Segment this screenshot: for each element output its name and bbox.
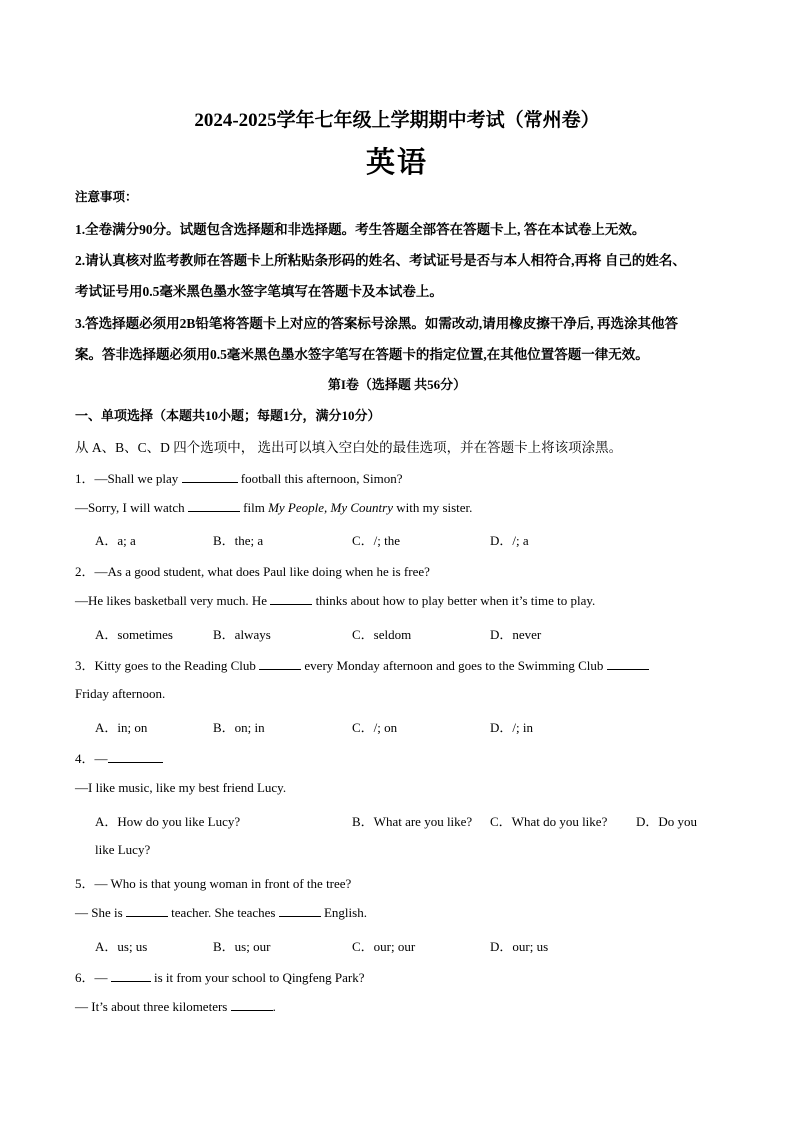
question-4-option-a: A．How do you like Lucy? (95, 814, 241, 829)
question-text: —Sorry, I will watch (75, 500, 188, 515)
question-4-line-1 (75, 748, 163, 767)
question-text: —He likes basketball very much. He (75, 593, 271, 608)
notice-item-3-line-2: 案。答非选择题必须用0.5毫米黑色墨水签字笔写在答题卡的指定位置,在其他位置答题一律无效。 (75, 347, 649, 362)
question-text: — It’s about three kilometers (75, 999, 231, 1014)
question-3-option-c: C．/; on (352, 720, 398, 735)
question-5-line-2 (75, 904, 367, 921)
question-5-option-a: A．us; us (95, 939, 148, 954)
question-2-line-2 (75, 592, 595, 609)
answer-blank (111, 969, 151, 982)
question-2-option-d: D．never (490, 627, 542, 642)
exam-title: 2024-2025学年七年级上学期期中考试（常州卷） (194, 110, 600, 131)
question-text: is it from your school to Qingfeng Park? (150, 970, 365, 985)
subject-title: 英语 (365, 147, 428, 179)
question-4-option-d-wrap: like Lucy? (95, 842, 151, 857)
section-instruction: 从 A、B、C、D 四个选项中， 选出可以填入空白处的最佳选项，并在答题卡上将该项涂黑。 (75, 440, 623, 455)
question-2-option-b: B．always (213, 627, 271, 642)
question-text: football this afternoon, Simon? (237, 471, 403, 486)
question-2-line-1: 2．—As a good student, what does Paul like doing when he is free? (75, 564, 430, 579)
question-3-line-1 (75, 655, 649, 674)
notice-item-2-line-2: 考试证号用0.5毫米黑色墨水签字笔填写在答题卡及本试卷上。 (75, 284, 443, 299)
question-text: 1．—Shall we play (75, 471, 182, 486)
question-5-option-d: D．our; us (490, 939, 549, 954)
answer-blank (270, 592, 312, 605)
notice-heading: 注意事项： (75, 190, 138, 204)
question-text: 4．— (75, 751, 108, 766)
answer-blank (126, 904, 168, 917)
question-1-option-a: A．a; a (95, 533, 136, 548)
question-text: with my sister. (392, 500, 473, 515)
question-text: film (239, 500, 269, 515)
notice-item-2-line-1: 2.请认真核对监考教师在答题卡上所粘贴条形码的姓名、考试证号是否与本人相符合,再将 自己的姓名、 (75, 253, 686, 268)
question-5-line-1: 5．— Who is that young woman in front of the tree? (75, 876, 352, 891)
question-3-option-a: A．in; on (95, 720, 148, 735)
answer-blank (259, 657, 301, 670)
answer-blank (607, 657, 649, 670)
question-1-option-c: C．/; the (352, 533, 401, 548)
question-text: thinks about how to play better when it’s time to play. (312, 593, 596, 608)
film-title: My People, My Country (268, 500, 393, 515)
notice-item-1: 1.全卷满分90分。试题包含选择题和非选择题。考生答题全部答在答题卡上, 答在本试卷上无效。 (75, 222, 646, 237)
question-text: — She is (75, 905, 126, 920)
section-heading: 一、单项选择（本题共10小题；每题1分，满分10分） (75, 408, 381, 423)
answer-blank (279, 904, 321, 917)
question-6-line-1 (75, 967, 365, 986)
question-1-option-d: D．/; a (490, 533, 529, 548)
question-1-option-b: B．the; a (213, 533, 264, 548)
question-text: . (272, 999, 276, 1014)
question-text: 3．Kitty goes to the Reading Club (75, 658, 260, 673)
answer-blank (231, 998, 273, 1011)
part-heading: 第I卷（选择题 共56分） (327, 377, 467, 392)
notice-item-3-line-1: 3.答选择题必须用2B铅笔将答题卡上对应的答案标号涂黑。如需改动,请用橡皮擦干净后, 再选涂其他答 (75, 316, 679, 331)
question-2-option-c: C．seldom (352, 627, 412, 642)
question-4-option-d: D．Do you (636, 814, 698, 829)
question-6-line-2 (75, 998, 276, 1015)
answer-blank (188, 499, 240, 512)
question-text: 6．— (75, 970, 111, 985)
question-2-option-a: A．sometimes (95, 627, 173, 642)
question-4-option-b: B．What are you like? (352, 814, 473, 829)
question-1-line-2 (75, 499, 472, 516)
question-text: teacher. She teaches (167, 905, 279, 920)
question-text: every Monday afternoon and goes to the Swimming Club (301, 658, 607, 673)
question-text: English. (320, 905, 367, 920)
answer-blank (108, 750, 163, 763)
answer-blank (182, 470, 238, 483)
question-5-option-c: C．our; our (352, 939, 416, 954)
question-3-line-2: Friday afternoon. (75, 686, 166, 701)
question-4-line-2: —I like music, like my best friend Lucy. (75, 780, 287, 795)
question-3-option-d: D．/; in (490, 720, 533, 735)
question-4-option-c: C．What do you like? (490, 814, 608, 829)
question-5-option-b: B．us; our (213, 939, 271, 954)
question-3-option-b: B．on; in (213, 720, 265, 735)
question-1-line-1 (75, 468, 403, 487)
